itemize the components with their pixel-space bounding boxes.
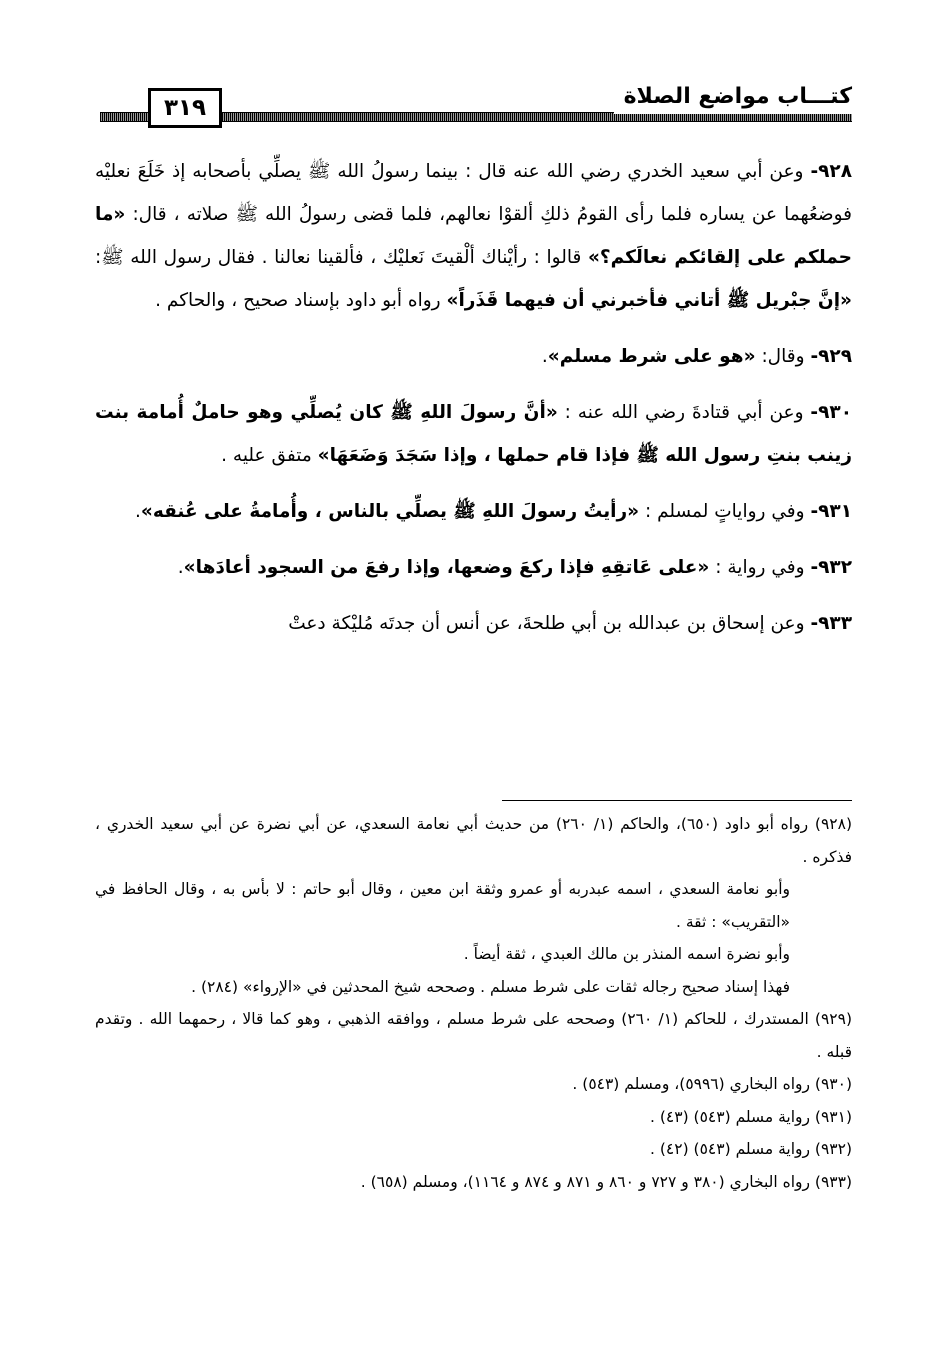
page-number: ٣١٩: [148, 88, 222, 128]
footnote-932: (٩٣٢) رواية مسلم (٥٤٣) (٤٢) .: [650, 1140, 852, 1158]
hadith-tail: .: [541, 346, 548, 367]
hadith-lead: وعن إسحاق بن عبدالله بن أبي طلحةَ، عن أنس أن جدتَه مُليْكة دعتْ: [288, 613, 805, 634]
footnotes: [95, 808, 852, 1198]
hadith-930: [95, 391, 852, 477]
hadith-quote: «أنَّ رسولَ اللهِ ﷺ كان يُصلِّي وهو حاملٌ أُمامة بنت زينب بنتِ رسول الله ﷺ فإذا قام حملها ، وإذا سَجَدَ وَضَعَهَا»: [95, 402, 852, 466]
footnote-929: (٩٢٩) المستدرك ، للحاكم (١/ ٢٦٠) وصححه على شرط مسلم ، ووافقه الذهبي ، وهو كما قالا ، رحمهما الله . وتقدم قبله .: [95, 1010, 852, 1061]
hadith-number: ٩٣٢-: [810, 557, 852, 578]
hadith-number: ٩٣٣-: [810, 613, 852, 634]
footnote-931: (٩٣١) رواية مسلم (٥٤٣) (٤٣) .: [650, 1107, 852, 1126]
hadith-number: ٩٣١-: [810, 501, 852, 522]
hadith-number: ٩٢٩-: [810, 346, 852, 367]
hadith-quote: «رأيتُ رسولَ اللهِ ﷺ يصلِّي بالناس ، وأُمامةُ على عُنقه»: [140, 501, 640, 522]
footnote-928-narrator-2: وأبو نضرة اسمه المنذر بن مالك العبدي ، ثقة أيضاً .: [463, 945, 790, 963]
hadith-lead: وقال:: [761, 346, 805, 367]
hadith-929: [95, 335, 852, 378]
footnote-933: (٩٣٣) رواه البخاري (٣٨٠ و ٧٢٧ و ٨٦٠ و ٨٧١ و ٨٧٤ و ١١٦٤)، ومسلم (٦٥٨) .: [360, 1172, 852, 1191]
hadith-932: [95, 546, 852, 589]
footnote-928-grading: فهذا إسناد صحيح رجاله ثقات على شرط مسلم . وصححه شيخ المحدثين في «الإرواء» (٢٨٤) .: [191, 977, 790, 996]
hadith-lead: وفي رواية :: [715, 557, 805, 578]
hadith-tail: .: [177, 557, 184, 578]
footnote-928-narrator: وأبو نعامة السعدي ، اسمه عبدربه أو عمرو وثقة ابن معين ، وقال أبو حاتم : لا بأس به ، وقال الحافظ في «التقريب» : ثقة .: [95, 880, 790, 931]
hadith-tail: .: [135, 501, 141, 522]
hadith-number: ٩٣٠-: [810, 402, 852, 423]
hadith-middle: قالوا : رأيْناك ألْقيتَ نَعليْك ، فألقينا نعالنا . فقال رسول الله ﷺ:: [95, 247, 582, 268]
footnote-separator: [502, 800, 852, 801]
hadith-quote: «هو على شرط مسلم»: [547, 346, 756, 367]
hadith-tail: متفق عليه .: [221, 445, 312, 466]
main-text: [95, 150, 852, 658]
page-header: [100, 80, 852, 130]
hadith-lead: وعن أبي قتادةَ رضي الله عنه :: [564, 402, 804, 423]
hadith-lead: وفي رواياتٍ لمسلم :: [644, 501, 805, 522]
running-title: كتـــاب مواضع الصلاة: [614, 80, 852, 114]
hadith-tail: رواه أبو داود بإسناد صحيح ، والحاكم .: [155, 290, 441, 311]
hadith-quote: «ما حملكم على إلقائكم نعالَكم؟»: [95, 204, 852, 268]
footnote-930: (٩٣٠) رواه البخاري (٥٩٩٦)، ومسلم (٥٤٣) .: [572, 1075, 852, 1093]
hadith-lead: وعن أبي سعيد الخدري رضي الله عنه قال : بينما رسولُ الله ﷺ يصلِّي بأصحابه إذ خَلَعَ نعليْه فوضعُهما عن يساره فلما رأى القومُ ذلكِ ألقوْا نعالهم، فلما قضى رسولُ الله ﷺ صلاته ، قال:: [95, 161, 853, 225]
footnote-928: (٩٢٨) رواه أبو داود (٦٥٠)، والحاكم (١/ ٢٦٠) من حديث أبي نعامة السعدي، عن أبي نضرة عن أبي سعيد الخدري ، فذكره .: [95, 815, 852, 866]
hadith-931: [95, 490, 852, 533]
hadith-number: ٩٢٨-: [810, 161, 852, 182]
hadith-928: [95, 150, 852, 322]
hadith-933: [95, 602, 852, 645]
hadith-quote: «على عَاتقِهِ فإذا ركعَ وضعها، وإذا رفعَ من السجود أعادَها»: [183, 557, 710, 578]
hadith-quote-2: «إنَّ جبْريل ﷺ أتاني فأخبرني أن فيهما قَذَراً»: [446, 290, 852, 311]
